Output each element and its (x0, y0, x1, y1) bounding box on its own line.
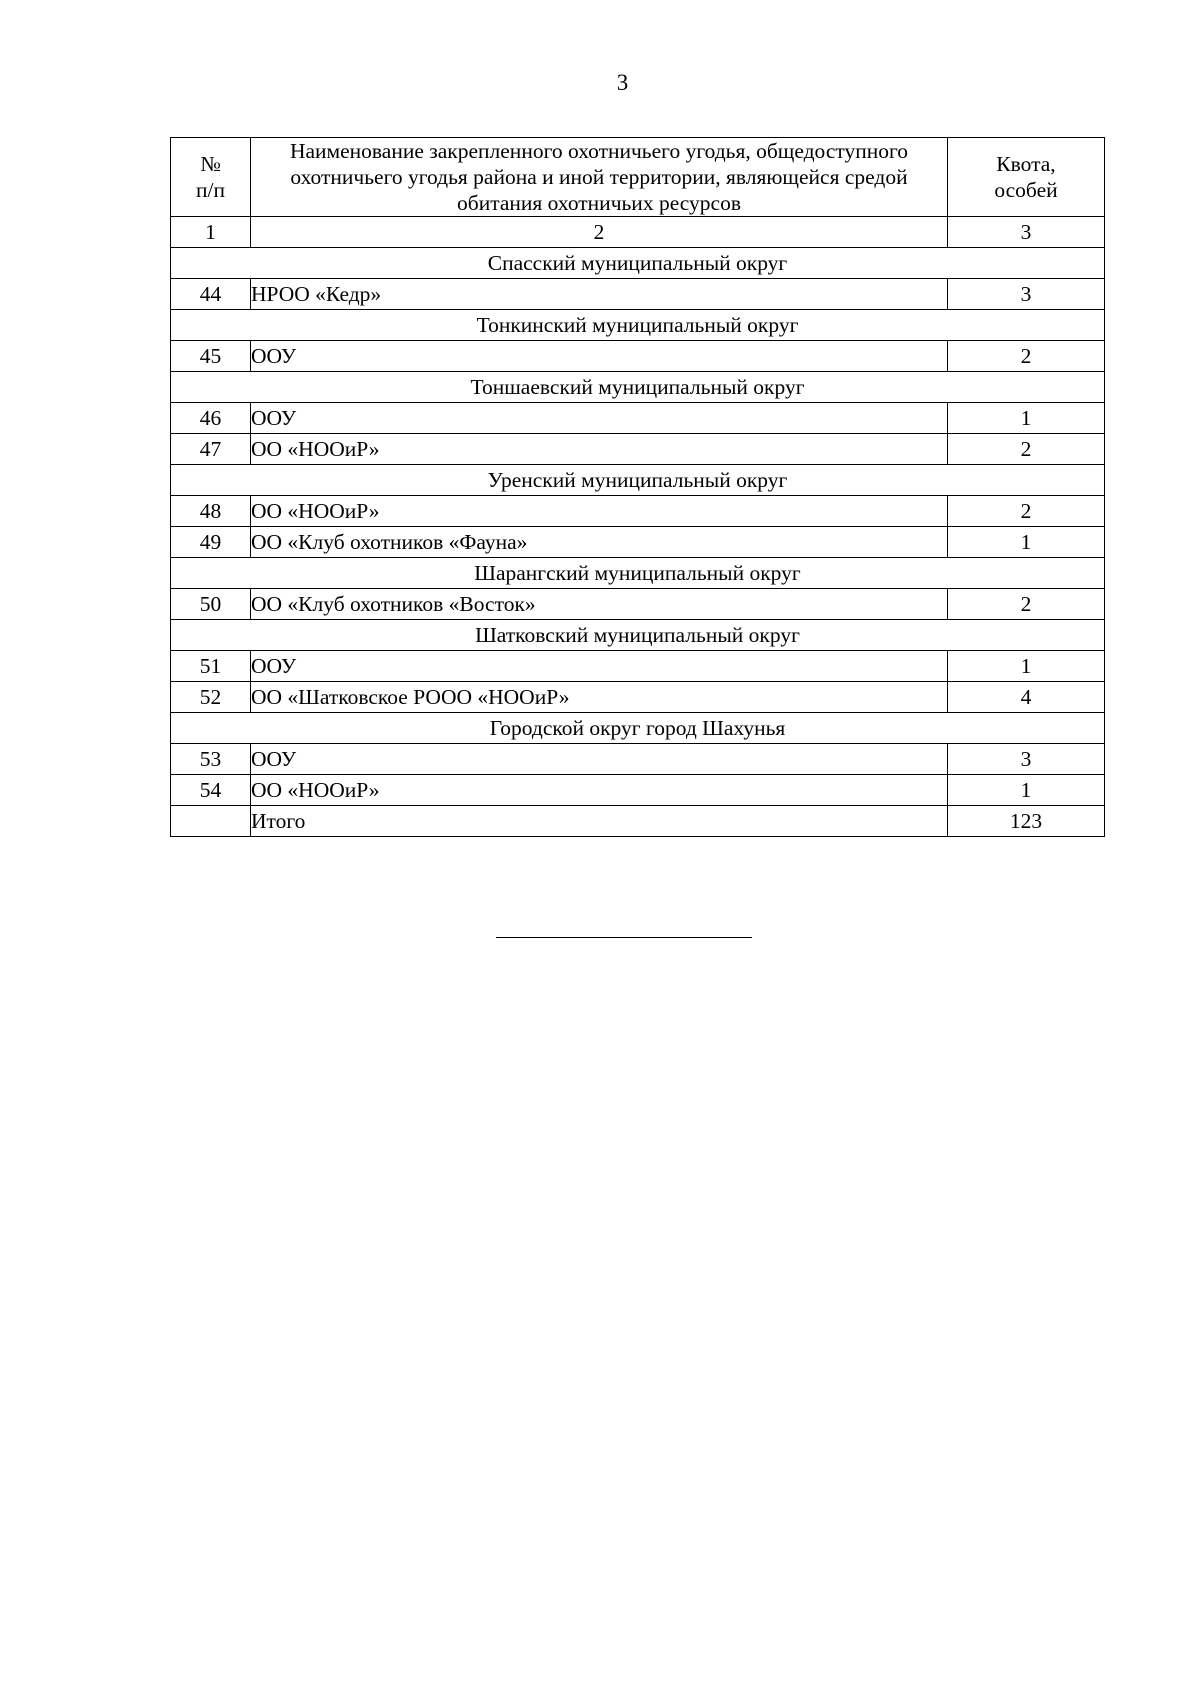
row-quota: 2 (948, 341, 1105, 372)
table-row (171, 434, 1105, 465)
row-quota: 1 (948, 527, 1105, 558)
district-row (171, 713, 1105, 744)
header-name: Наименование закрепленного охотничьего угодья, общедоступного охотничьего угодья района и иной территории, являющейся средой обитания охотничьих ресурсов (251, 138, 948, 217)
district-row (171, 465, 1105, 496)
row-number: 49 (171, 527, 251, 558)
district-label: Городской округ город Шахунья (171, 713, 1105, 744)
row-quota: 1 (948, 775, 1105, 806)
row-name: ООУ (251, 744, 948, 775)
row-name: ООУ (251, 403, 948, 434)
table-row (171, 341, 1105, 372)
total-quota: 123 (948, 806, 1105, 837)
table-row (171, 527, 1105, 558)
end-rule (496, 937, 752, 938)
row-quota: 4 (948, 682, 1105, 713)
table-row (171, 496, 1105, 527)
row-name: ОО «Клуб охотников «Восток» (251, 589, 948, 620)
row-number: 44 (171, 279, 251, 310)
row-number: 51 (171, 651, 251, 682)
row-number: 50 (171, 589, 251, 620)
row-quota: 2 (948, 434, 1105, 465)
district-label: Тонкинский муниципальный округ (171, 310, 1105, 341)
district-label: Спасский муниципальный округ (171, 248, 1105, 279)
column-index-1: 1 (171, 217, 251, 248)
page-number: 3 (616, 70, 629, 95)
row-name: ООУ (251, 341, 948, 372)
total-label: Итого (251, 806, 948, 837)
row-name: ООУ (251, 651, 948, 682)
total-number (171, 806, 251, 837)
row-number: 45 (171, 341, 251, 372)
column-index-2: 2 (251, 217, 948, 248)
table-row (171, 744, 1105, 775)
district-row (171, 310, 1105, 341)
table-row (171, 403, 1105, 434)
quota-table (170, 137, 1105, 837)
row-number: 47 (171, 434, 251, 465)
table-body (171, 138, 1105, 837)
row-number: 53 (171, 744, 251, 775)
row-name: НРОО «Кедр» (251, 279, 948, 310)
row-number: 48 (171, 496, 251, 527)
column-index-row (171, 217, 1105, 248)
table-row (171, 589, 1105, 620)
district-label: Тоншаевский муниципальный округ (171, 372, 1105, 403)
row-name: ОО «НООиР» (251, 496, 948, 527)
row-name: ОО «Шатковское РООО «НООиР» (251, 682, 948, 713)
row-quota: 3 (948, 744, 1105, 775)
row-number: 52 (171, 682, 251, 713)
district-row (171, 620, 1105, 651)
row-quota: 1 (948, 651, 1105, 682)
table-row (171, 279, 1105, 310)
table-header-row (171, 138, 1105, 217)
district-label: Уренский муниципальный округ (171, 465, 1105, 496)
district-row (171, 372, 1105, 403)
row-number: 54 (171, 775, 251, 806)
row-name: ОО «НООиР» (251, 775, 948, 806)
row-quota: 1 (948, 403, 1105, 434)
row-quota: 2 (948, 589, 1105, 620)
column-index-3: 3 (948, 217, 1105, 248)
row-name: ОО «Клуб охотников «Фауна» (251, 527, 948, 558)
total-row (171, 806, 1105, 837)
table-row (171, 682, 1105, 713)
table-row (171, 775, 1105, 806)
header-quota: Квота, особей (948, 138, 1105, 217)
district-row (171, 558, 1105, 589)
row-quota: 3 (948, 279, 1105, 310)
row-quota: 2 (948, 496, 1105, 527)
district-row (171, 248, 1105, 279)
row-number: 46 (171, 403, 251, 434)
header-num: № п/п (171, 138, 251, 217)
district-label: Шатковский муниципальный округ (171, 620, 1105, 651)
row-name: ОО «НООиР» (251, 434, 948, 465)
table-row (171, 651, 1105, 682)
district-label: Шарангский муниципальный округ (171, 558, 1105, 589)
